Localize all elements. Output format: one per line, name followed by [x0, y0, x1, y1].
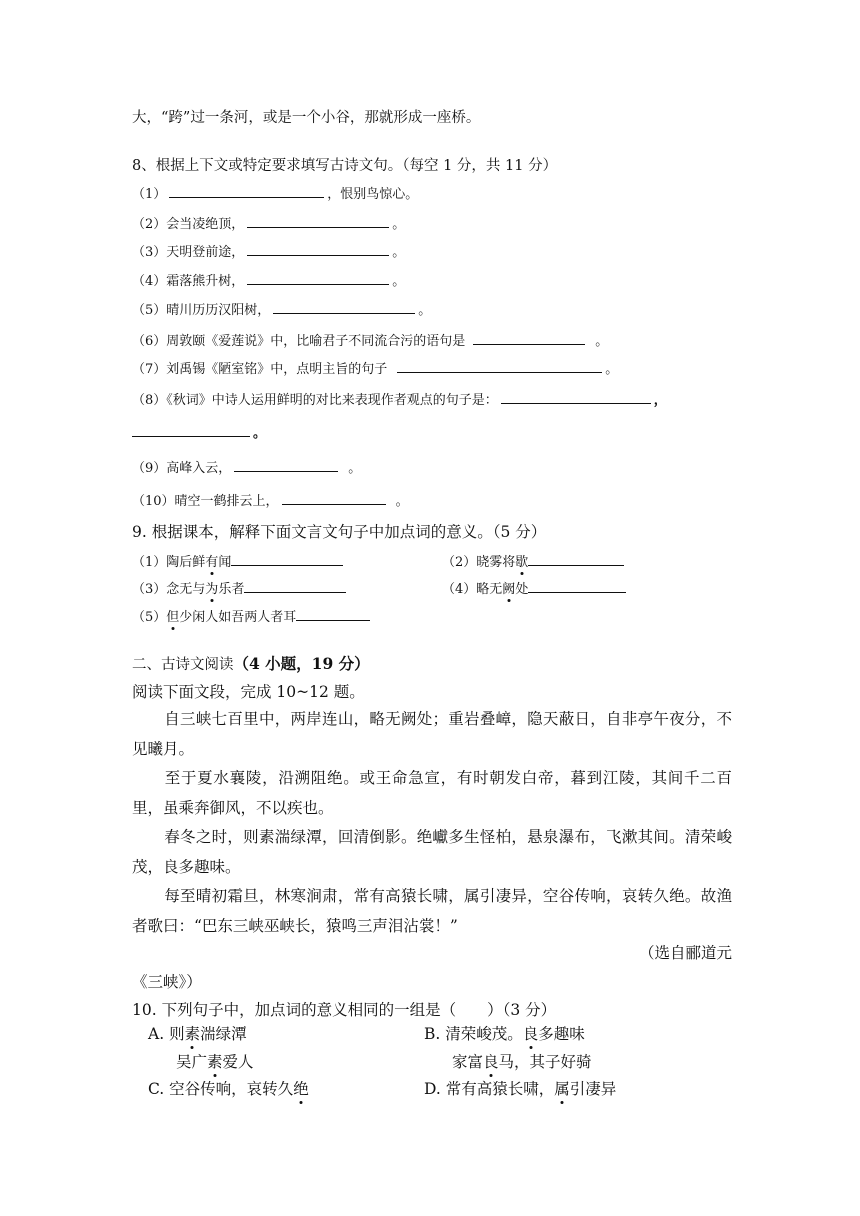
q8-item-5: （5）晴川历历汉阳树， 。 [132, 303, 432, 318]
source-citation-title: 《三峡》） [132, 973, 202, 991]
answer-blank[interactable] [282, 503, 386, 505]
q8-item-8: （8）《秋词》中诗人运用鲜明的对比来表现作者观点的句子是： ， [132, 393, 667, 408]
answer-blank[interactable] [473, 343, 585, 345]
answer-blank[interactable] [132, 435, 250, 437]
q8-item-8-cont: 。 [132, 422, 266, 441]
emphasis-dot-char: 素 [207, 1050, 223, 1072]
q8-item-2: （2）会当凌绝顶， 。 [132, 217, 406, 232]
emphasis-dot-char: 歇 [515, 551, 528, 570]
answer-blank[interactable] [247, 226, 389, 228]
passage-paragraph-1: 自三峡七百里中，两岸连山，略无阙处；重岩叠嶂，隐天蔽日，自非亭午夜分，不见曦月。 [132, 710, 732, 758]
q8-item-7: （7）刘禹锡《陋室铭》中，点明主旨的句子 。 [132, 362, 619, 377]
answer-blank[interactable] [501, 402, 651, 404]
answer-blank[interactable] [397, 371, 602, 373]
answer-blank[interactable] [273, 312, 415, 314]
passage-paragraph-2: 至于夏水襄陵，沿溯阻绝。或王命急宣，有时朝发白帝，暮到江陵，其间千二百里，虽乘奔御风，不以疾也。 [132, 769, 732, 817]
answer-blank[interactable] [231, 564, 343, 566]
emphasis-dot-char: 但 [166, 606, 179, 625]
q8-title: 8、根据上下文或特定要求填写古诗文句。（每空 1 分，共 11 分） [132, 158, 558, 174]
q9-item-2: （2）晓雾将歇 [442, 551, 627, 570]
answer-blank[interactable] [244, 591, 346, 593]
q10-option-a[interactable]: A. 则素湍绿潭 [148, 1022, 247, 1044]
emphasis-dot-char: 绝 [293, 1077, 309, 1099]
q8-item-4: （4）霜落熊升树， 。 [132, 274, 406, 289]
q9-title: 9. 根据课本，解释下面文言文句子中加点词的意义。（5 分） [132, 523, 547, 541]
q9-item-3: （3）念无与为乐者 [132, 578, 349, 597]
q8-item-1: （1） ，恨别鸟惊心。 [132, 187, 419, 202]
answer-blank[interactable] [296, 619, 370, 621]
q8-item-3: （3）天明登前途， 。 [132, 245, 406, 260]
emphasis-dot-char: 为 [205, 578, 218, 597]
answer-blank[interactable] [169, 196, 324, 198]
emphasis-dot-char: 良 [523, 1022, 539, 1044]
answer-blank[interactable] [528, 591, 626, 593]
answer-blank[interactable] [234, 470, 338, 472]
emphasis-dot-char: 良 [483, 1050, 499, 1072]
passage-paragraph-3: 春冬之时，则素湍绿潭，回清倒影。绝巘多生怪柏，悬泉瀑布，飞漱其间。清荣峻茂，良多趣味。 [132, 828, 732, 876]
q9-item-4: （4）略无阙处 [442, 578, 629, 597]
section2-intro: 阅读下面文段，完成 10~12 题。 [132, 683, 365, 701]
passage-paragraph-4: 每至晴初霜旦，林寒涧肃，常有高猿长啸，属引凄异，空谷传响，哀转久绝。故渔者歌曰：“巴东三峡巫峡长，猿鸣三声泪沾裳！” [132, 887, 732, 935]
section2-heading: 二、古诗文阅读（4 小题，19 分） [132, 654, 370, 673]
emphasis-dot-char: 属 [554, 1077, 570, 1099]
q10-option-c[interactable]: C. 空谷传响，哀转久绝 [148, 1077, 309, 1099]
q10-option-b[interactable]: B. 清荣峻茂。良多趣味 [424, 1022, 585, 1044]
emphasis-dot-char: 素 [185, 1022, 201, 1044]
answer-blank[interactable] [528, 564, 624, 566]
q8-item-6: （6）周敦颐《爱莲说》中，比喻君子不同流合污的语句是 。 [132, 334, 609, 349]
q10-option-b-line2: 家富良马，其子好骑 [452, 1050, 592, 1072]
emphasis-dot-char: 阙 [502, 578, 515, 597]
continuation-line: 大，“跨”过一条河，或是一个小谷，那就形成一座桥。 [132, 110, 481, 126]
answer-blank[interactable] [247, 254, 389, 256]
q9-item-5: （5）但少闲人如吾两人者耳 [132, 606, 373, 625]
source-citation: （选自郦道元 [638, 944, 732, 962]
q10-title: 10. 下列句子中，加点词的意义相同的一组是（ ）（3 分） [132, 1001, 557, 1019]
q8-item-10: （10）晴空一鹤排云上， 。 [132, 494, 409, 509]
answer-blank[interactable] [247, 283, 389, 285]
q10-option-a-line2: 吴广素爱人 [176, 1050, 254, 1072]
q9-item-1: （1）陶后鲜有闻 [132, 551, 346, 570]
q8-item-9: （9）高峰入云， 。 [132, 461, 362, 476]
emphasis-dot-char: 有 [205, 551, 218, 570]
q10-option-d[interactable]: D. 常有高猿长啸，属引凄异 [424, 1077, 616, 1099]
